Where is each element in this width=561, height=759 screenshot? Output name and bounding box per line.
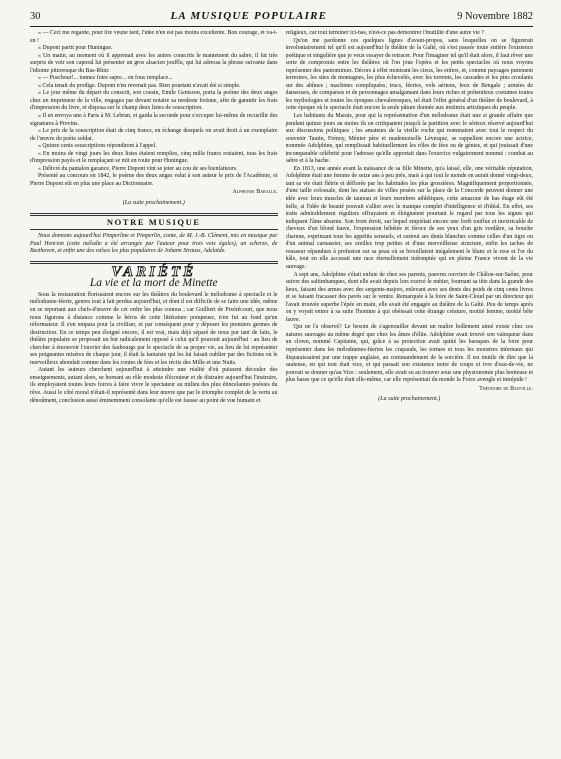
music-note-paragraph: Nous donnons aujourd'hui Pimperline et Pimperlin, conte, de M. J.-B. Clément, mis en musique par Paul Henrion (cette mélodie a été arrangée par l'auteur pour trois voix égales), un scherzo, de Beethoven, et enfin une des valses les plus populaires de Johann Strauss, Adelaïde. [30, 233, 278, 255]
paragraph: « Le prix de la souscription était de cinq francs, en échange desquels on avait droit à un exemplaire de l'œuvre du poète soldat. [30, 128, 278, 142]
paragraph: Qu'on me pardonne ces quelques lignes d'avant-propos, sans lesquelles on se figurerait involontairement tel qu'il est aujourd'hui le théâtre de la Gaîté, où s'est passée toute entière l'existence poétique et singulière que je veux essayer de retracer. Pour l'imaginer tel qu'il était alors, il faut rêver une sorte de compromis entre les théâtres où l'on joue l'opéra et les petits spectacles où nous voyons représenter des pantomimes. Décors à effet montrant les cieux, les enfers, et, comme paysages purement terrestres, les sites de montagnes, les plus échevelés, avec les torrents, les cascades et les pins croulants sur des abîmes ; machines compliquées, trucs, féeries, vols aériens, feux de Bengale ; armées de danseuses, de comparses et de personnages amalgamant dans leurs riches et prétentieux costumes toutes les mythologies et toutes les époques chevaleresques, tel était l'effet général d'un théâtre de boulevard, à cette époque où le spectacle était encore la seule pâture donnée aux instincts artistiques du peuple. [285, 37, 533, 112]
page-number: 30 [30, 11, 41, 22]
paragraph: En 1813, une année avant la naissance de sa fille Minette, qu'a laissé, elle, une véritable réputation, Adolphine était une femme de seize ans à peu près, mais à qui tout le monde en aurait donné vingt-deux, tant sa vie était flétrie et déflorée par les habitudes les plus grossières. Magnifiquement proportionnée, d'une taille colossale, dont les statues de villes posées sur la place de la Concorde peuvent donner une idée avec leurs muscles de taureau et leurs membres athlétiques, cette amazone de bas étage eût été belle, si l'idée de beauté pouvait s'allier avec le manque complet d'intelligence et d'idéal. En effet, ses traits admirablement réguliers effrayaient et éloignaient pourtant le regard par tous les signes qui indiquent l'âme absente. Son front étroit, sur lequel empiétait encore une forêt touffue et inextricable de cheveux d'un blond fauve, l'expression hébétée et féroce de ses yeux d'un gris verdâtre, sa bouche charnue, exprimant tous les appétits sensuels, et surtout ses dents blanches comme celles d'un tigre ou d'un animal carnassier, ses oreilles trop petites et d'une merveilleuse structure, enfin les taches de rousseur répandues à profusion sur sa peau où se brouillaient inégalement le blanc et le rose et l'or du hâle, tout en elle accusait une race éternellement indomptée qui en pleine France vivent de la vie sauvage. [285, 165, 533, 270]
article-signature: Alphonse Baralle. [232, 189, 278, 196]
paragraph: Sous la restauration florissaient encore sur les théâtres du boulevard le mélodrame à spectacle et le mélodrame-féerie, genres tout à fait perdus aujourd'hui, et dont il est difficile de se faire une idée, même en se reportant aux chefs-d'œuvre de cet ordre les plus connus ; car Guilbert de Pixérécourt, que nous nous figurons à distance comme le héros de cette littérature pompeuse, n'en fut au fond qu'un réformateur. Il s'en empara pour la civiliser, et par conséquent pour y déposer les premiers germes de destruction. En ce temps peu éloigné encore, il est vrai, mais déjà séparé de nous par tant de faits, le théâtre populaire se proposait un but radicalement opposé à celui qu'il poursuit aujourd'hui : au lieu de chercher à émouvoir l'ouvrier des faubourgs par le spectacle de sa propre vie, au lieu de lui représenter ses poignantes misères de chaque jour, il était la fantaisie qui les lui faisait oublier par des fictions où le merveilleux abondait comme dans les contes de fées et les récits des Mille et une Nuits. [30, 291, 278, 366]
paragraph: « Dupont partit pour Huningue. [38, 45, 113, 52]
article-title: La vie et la mort de Minette [89, 277, 218, 290]
paragraph: « Délivré du pantalon garance, Pierre Dupont vint se jeter au cou de ses bienfaiteurs. [38, 165, 238, 172]
section-rule [30, 229, 278, 230]
paragraph: « Le jour même du départ du conscrit, son cousin, Emile Genisson, porta la poème des deux anges chez un imprimeur de la ville, engagea par devant notaire sa modeste fortune, afin de garantir les frais d'impression du livre, et disposa sur le champ deux listes de souscription. [30, 90, 278, 112]
paragraph: Autant les auteurs cherchent aujourd'hui à atteindre une réalité d'où puissent découler des enseignements, autant alors, se bornant au rôle modeste d'écouteur et de distraire aujourd'hui l'instruire, ils employaient toutes leurs forces à faire vivre le spectateur au milieu des plus étincelantes poésies du rêve. Aussi le côté moral n'était-il représenté dans leur œuvre que par le triomphe complet de la vertu au dénoûment, conclusion aussi éminemment consolante qu'elle est fausse au point de vue humain et [30, 367, 278, 404]
paragraph: A sept ans, Adolphine s'était enfuie de chez ses parents, pauvres ouvriers de Châlon-sur-Saône, pour suivre des saltimbanques, dont elle avait depuis lors exercé le métier, fournant sa tête dans la grande des lieux, faisant des armes avec des sergents-majors, enlevant avec ses dents des poids de cinq cents livres et se faisant fracasser des pavés sur le ventre. Remarquée à la foire de Saint-Cloud par un directeur qui l'avait trouvée superbe l'épée en main, elle avait été engagée au théâtre de la Gaîté. Peu de temps après on y voyait entrer à sa suite l'homme à qui obéissait cette étrange créature, moitié femme, moitié bête fauve. [285, 271, 533, 323]
issue-date: 9 Novembre 1882 [457, 11, 533, 22]
paragraph: « Il en envoya une à Paris à M. Lebrun, et garda la seconde pour s'occuper lui-même de recueillir des signatures à Provins. [30, 113, 278, 127]
paragraph: Les habitants du Marais, pour qui la représentation d'un mélodrame était une si grande affaire que pendant quinze jours au moins ils en critiquaient jusqu'à la partition avec le sérieux réservé aujourd'hui aux discussions politiques ; les amateurs de la vieille roche qui nommaient avec tout le respect du souvenir Tautin, Frénoy, Ménier père et mademoiselle Lévesque, se rappellent encore une actrice, nommée Adolphine, qui remplissait habituellement les rôles de fées ou de génies, et qui jouissait d'une incomparable célébrité pour l'adresse qu'elle apportait dans l'exercice vulgairement nommé : combat au sabre et à la hache. [285, 113, 533, 165]
paragraph: Qui ne l'a observé? Le besoin de s'agenouiller devant un maître hollement aimé existe chez ces natures sauvages au même degré que chez les âmes d'élite. Adolphine avait trouvé son vainqueur dans un clown, nommé Capitaine, qui, grâce à sa protection avait quitté les baraques de la foire pour représenter dans les mélodrames-féeries les crapauds, les tortues et tous les monstres infernaux qui disparaissaient par une trappe anglaise, au commandement de la sorcière. Il est inutile de dire que la sauteuse, en qui tout était vice, et qui passait son existence noire de coups et ivre d'eau-de-vie, ne pouvait se donner qu'au Vice : seulement, elle avait su au trouver sous une physionomie plus honteuse et plus basse que ce qu'elle était elle-même, car elle représentait du monde la Force avengle et intrépide ! [285, 324, 533, 384]
right-column [286, 30, 534, 751]
paragraph: religieux, car tout terminer ici-bas, n'est-ce pas démontrer l'inutilité d'une autre vie ? [285, 30, 484, 36]
paragraph: « Cela tenait du prodige. Dupont n'en revenait pas. Rien pourtant n'avait été si simple. [38, 82, 241, 89]
article-signature: Théodore de Banville. [479, 385, 533, 392]
section-divider [30, 213, 278, 216]
paragraph: « Un matin, au moment où il apprenait avec les autres conscrits le maniement du sabre, il fut très surpris de voir son caporal lui présenter un gros alsacien joufflu, qui lui adressa la phrase suivante dans l'idiome pittoresque du Bas-Rhin: [30, 52, 278, 74]
section-title-variete: VARIÉTÉ [111, 263, 197, 280]
paragraph: « — Poschour!... tonnez fotre sapre... on fous remplace... [38, 75, 173, 82]
page-header [30, 10, 533, 24]
paragraph: « Quinze cents souscriptions répondirent à l'appel. [38, 143, 157, 150]
continued-note: (La suite prochainement.) [378, 396, 441, 403]
header-rule [30, 26, 533, 27]
paragraph: Présenté au concours en 1842, le poème des deux anges valut à son auteur le prix de l'Académie, et Pierre Dupont eût en plus une place au Dictionnaire. [30, 173, 278, 187]
paragraph: « — Ceci me regarde, pour lire veune tard, l'idée n'en est pas moins excellente. Bon courage, et va-t-en ! [30, 30, 278, 44]
left-column [30, 30, 278, 751]
section-title-notre-musique: NOTRE MUSIQUE [106, 216, 201, 227]
columns [30, 30, 533, 751]
paragraph: « En moins de vingt jours les deux listes étaient remplies, cinq mille francs restaient, tous les frais d'impression payés et le remplaçant se mit en route pour Huningue. [30, 150, 278, 165]
journal-title: LA MUSIQUE POPULAIRE [170, 10, 328, 22]
continued-note: (La suite prochainement.) [122, 200, 185, 207]
